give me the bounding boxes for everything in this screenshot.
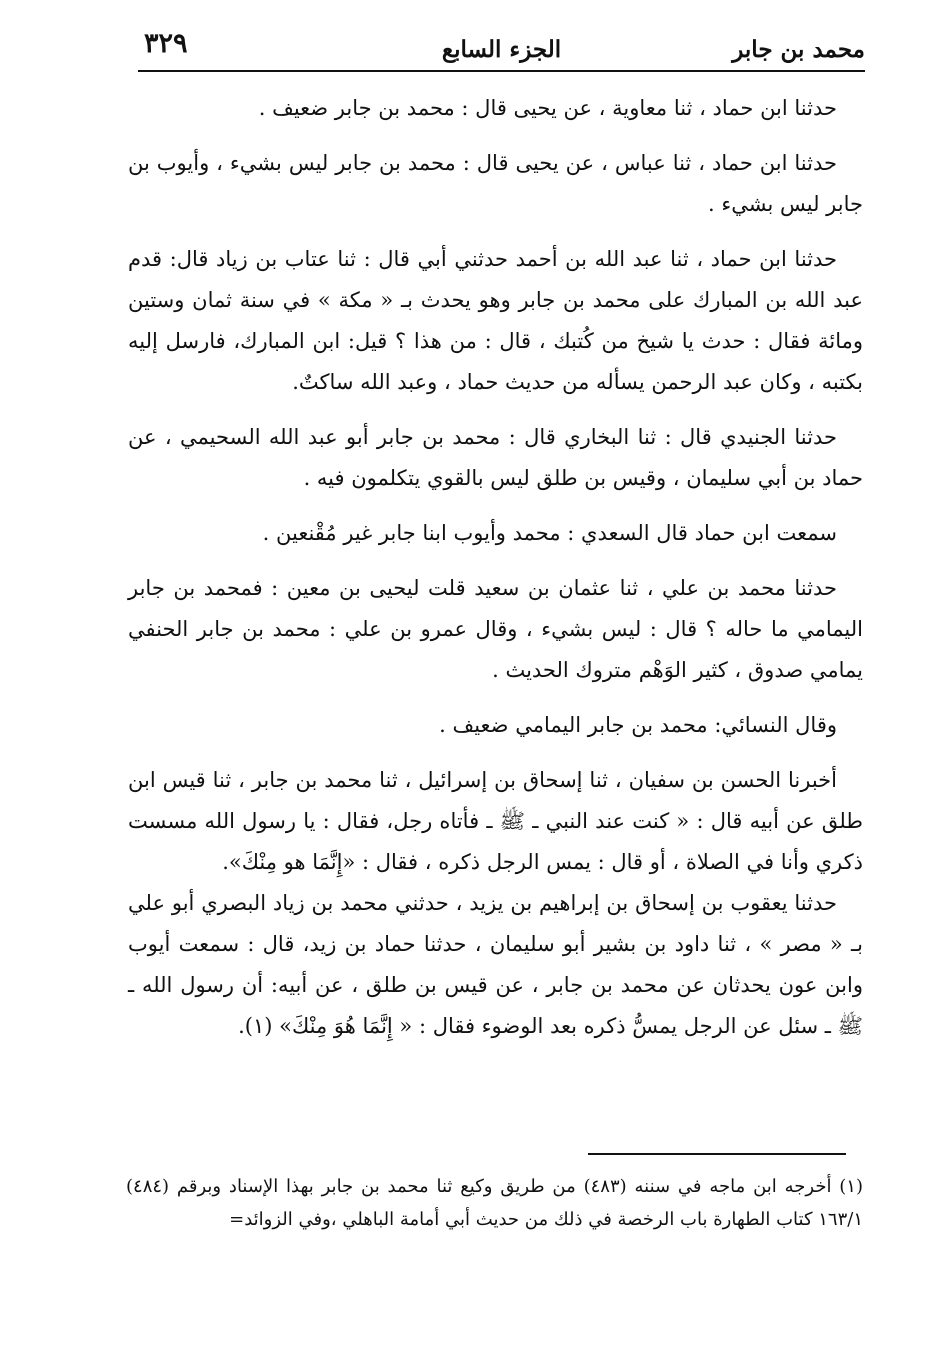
paragraph: أخبرنا الحسن بن سفيان ، ثنا إسحاق بن إسرائيل ، ثنا محمد بن جابر ، ثنا قيس ابن طلق عن أبيه قال : « كنت عند النبي ـ ﷺ ـ فأتاه رجل، فقال : يا رسول الله مسست ذكري وأنا في الصلاة ، أو قال : يمس الرجل ذكره ، فقال : «إِنَّمَا هو مِنْكَ». xyxy=(128,768,863,874)
paragraph: حدثنا ابن حماد ، ثنا عبد الله بن أحمد حدثني أبي قال : ثنا عتاب بن زياد قال: قدم عبد الله بن المبارك على محمد بن جابر وهو يحدث بـ « مكة » في سنة ثمان وستين ومائة فقال : حدث يا شيخ من كُتبك ، قال : من هذا ؟ قيل: ابن المبارك، فارسل إليه بكتبه ، وكان عبد الرحمن يسأله من حديث حماد ، وعبد الله ساكتٌ. xyxy=(128,247,863,394)
paragraph: حدثنا ابن حماد ، ثنا عباس ، عن يحيى قال : محمد بن جابر ليس بشيء ، وأيوب بن جابر ليس بشيء . xyxy=(128,151,863,216)
paragraph: حدثنا ابن حماد ، ثنا معاوية ، عن يحيى قال : محمد بن جابر ضعيف . xyxy=(258,96,837,120)
paragraph: حدثنا يعقوب بن إسحاق بن إبراهيم بن يزيد ، حدثني محمد بن زياد البصري أبو علي بـ « مصر » ، ثنا داود بن بشير أبو سليمان ، حدثنا حماد بن زيد، قال : سمعت أيوب وابن عون يحدثان عن محمد بن جابر ، عن قيس بن طلق ، عن أبيه: أن رسول الله ـ ﷺ ـ سئل عن الرجل يمسُّ ذكره بعد الوضوء فقال : « إِنَّمَا هُوَ مِنْكَ» (١). xyxy=(128,891,863,1038)
main-text xyxy=(128,88,863,1047)
page-number: ٣٢٩ xyxy=(144,28,188,59)
running-header xyxy=(138,28,865,72)
header-author: محمد بن جابر xyxy=(732,36,865,63)
footnote-rule xyxy=(588,1153,846,1155)
paragraph: حدثنا الجنيدي قال : ثنا البخاري قال : محمد بن جابر أبو عبد الله السحيمي ، عن حماد بن أبي سليمان ، وقيس بن طلق ليس بالقوي يتكلمون فيه . xyxy=(128,425,863,490)
footnote: (١) أخرجه ابن ماجه في سننه (٤٨٣) من طريق وكيع ثنا محمد بن جابر بهذا الإسناد وبرقم (٤٨٤) ١٦٣/١ كتاب الطهارة باب الرخصة في ذلك من حديث أبي أمامة الباهلي ،وفي الزوائد= xyxy=(126,1176,863,1230)
header-rule xyxy=(138,70,865,72)
header-volume: الجزء السابع xyxy=(441,36,562,63)
paragraph: وقال النسائي: محمد بن جابر اليمامي ضعيف . xyxy=(439,713,837,737)
paragraph: سمعت ابن حماد قال السعدي : محمد وأيوب ابنا جابر غير مُقْنعين . xyxy=(262,521,837,545)
paragraph: حدثنا محمد بن علي ، ثنا عثمان بن سعيد قلت ليحيى بن معين : فمحمد بن جابر اليمامي ما حاله ؟ قال : ليس بشيء ، وقال عمرو بن علي : محمد بن جابر الحنفي يمامي صدوق ، كثير الوَهْم متروك الحديث . xyxy=(128,576,864,682)
